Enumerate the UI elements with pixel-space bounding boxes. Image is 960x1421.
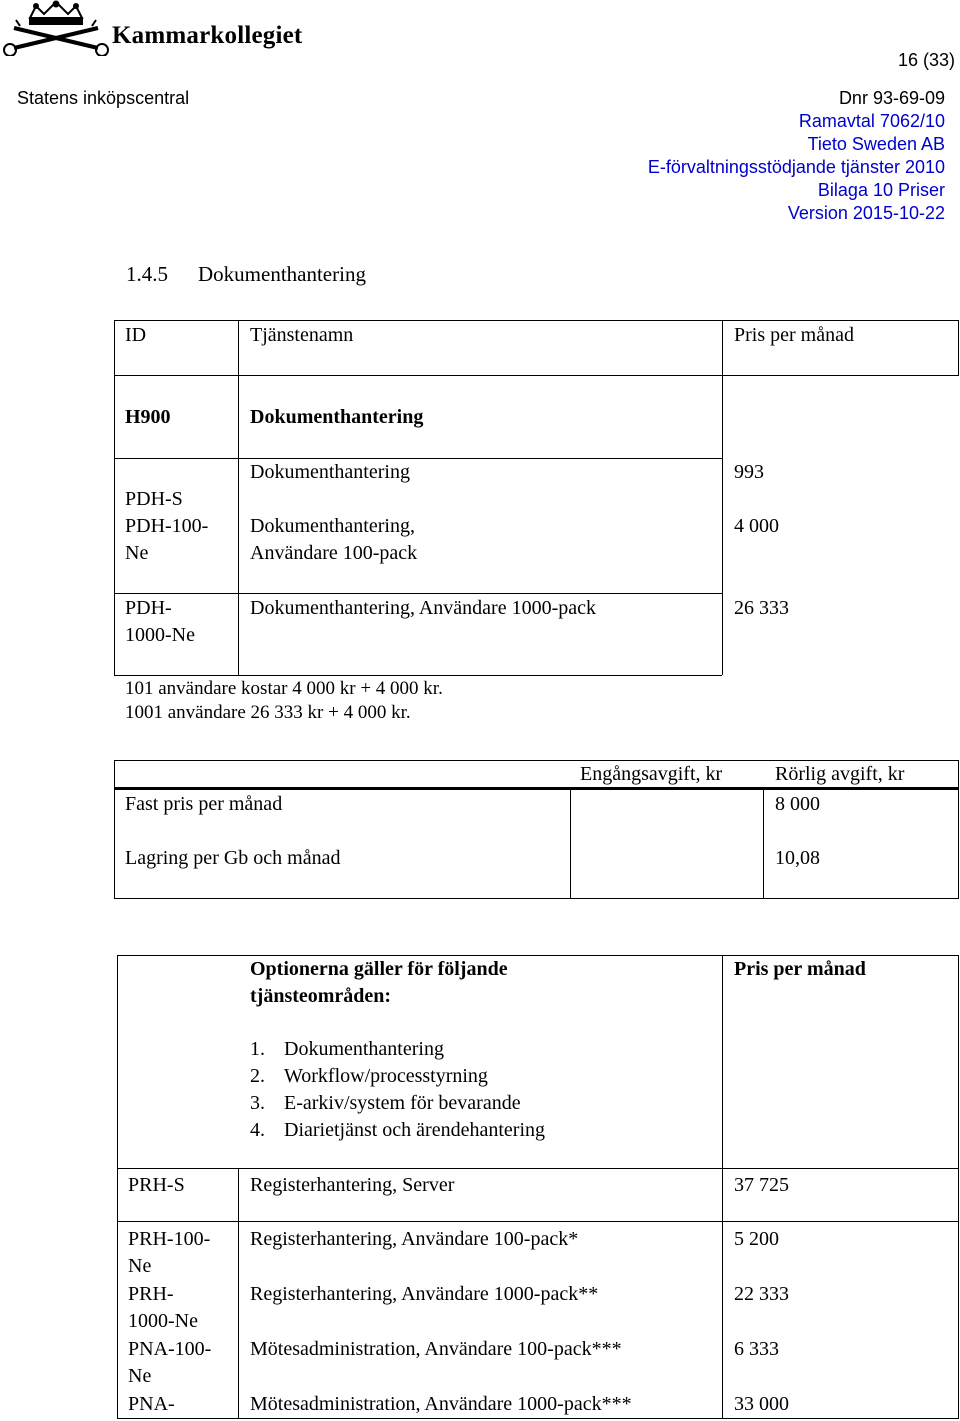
fee-row-variable: 10,08 xyxy=(775,847,820,869)
header-variable-fee: Rörlig avgift, kr xyxy=(775,763,905,785)
note-line: 1001 användare 26 333 kr + 4 000 kr. xyxy=(125,702,411,723)
list-item: 2. Workflow/processtyrning xyxy=(250,1065,488,1087)
table-row-name: Mötesadministration, Användare 100-pack*** xyxy=(250,1338,622,1360)
options-price-heading: Pris per månad xyxy=(734,958,866,980)
table-row-price: 5 200 xyxy=(734,1228,779,1250)
table-border xyxy=(570,790,571,898)
table-border xyxy=(958,760,959,898)
table-border xyxy=(117,1221,959,1222)
table-border xyxy=(958,955,959,1419)
table-border xyxy=(763,790,764,898)
table-border xyxy=(114,458,722,459)
table-border xyxy=(114,593,722,594)
table-row-price: 6 333 xyxy=(734,1338,779,1360)
table-row-name: Registerhantering, Användare 100-pack* xyxy=(250,1228,579,1250)
section-title: Dokumenthantering xyxy=(198,262,366,286)
table-border xyxy=(958,320,959,375)
list-item: 1. Dokumenthantering xyxy=(250,1038,444,1060)
table-row-id: PRH- 1000-Ne xyxy=(128,1283,198,1332)
table-row-name: Dokumenthantering, Användare 1000-pack xyxy=(250,597,597,619)
supplier-name: Tieto Sweden AB xyxy=(807,134,945,154)
list-item: 3. E-arkiv/system för bevarande xyxy=(250,1092,521,1114)
appendix-name: Bilaga 10 Priser xyxy=(817,180,945,200)
table-row-id: PDH- 1000-Ne xyxy=(125,597,195,646)
fee-row-variable: 8 000 xyxy=(775,793,820,815)
table-border xyxy=(117,955,118,1419)
section-heading xyxy=(126,262,366,287)
table-border xyxy=(114,675,722,676)
framework-agreement: Ramavtal 7062/10 xyxy=(798,111,945,131)
header-one-time-fee: Engångsavgift, kr xyxy=(580,763,723,785)
fee-row-label: Fast pris per månad xyxy=(125,793,283,815)
group-id: H900 xyxy=(125,406,171,428)
document-version: Version 2015-10-22 xyxy=(787,203,945,223)
table-row-price: 993 xyxy=(734,461,764,483)
agency-name: Statens inköpscentral xyxy=(17,88,190,108)
table-border xyxy=(722,955,723,1419)
table-row-price: 26 333 xyxy=(734,597,789,619)
group-name: Dokumenthantering xyxy=(250,406,424,428)
table-row-name: Dokumenthantering, Användare 100-pack xyxy=(250,515,418,564)
table-border xyxy=(114,320,959,321)
table-row-name: Registerhantering, Server xyxy=(250,1174,455,1196)
crown-keys-logo-icon xyxy=(0,0,112,56)
agreement-area: E-förvaltningsstödjande tjänster 2010 xyxy=(647,157,945,177)
table-row-id: PNA- xyxy=(128,1393,175,1415)
table-row-price: 33 000 xyxy=(734,1393,789,1415)
table-border xyxy=(117,1418,959,1419)
table-row-name: Registerhantering, Användare 1000-pack** xyxy=(250,1283,599,1305)
table-row-name: Mötesadministration, Användare 1000-pack*** xyxy=(250,1393,632,1415)
table-row-id: PDH-S PDH-100- Ne xyxy=(125,488,209,564)
table-row-id: PNA-100- Ne xyxy=(128,1338,212,1387)
header-price: Pris per månad xyxy=(734,324,854,346)
note-line: 101 användare kostar 4 000 kr + 4 000 kr. xyxy=(125,678,443,699)
table-border xyxy=(114,898,959,899)
header-id: ID xyxy=(125,324,147,346)
options-list xyxy=(250,1036,545,1144)
section-number: 1.4.5 xyxy=(126,262,168,286)
table-row-price: 22 333 xyxy=(734,1283,789,1305)
table-border xyxy=(238,320,239,675)
list-item: 4. Diarietjänst och ärendehantering xyxy=(250,1119,545,1141)
table-border xyxy=(117,1168,959,1169)
table-border xyxy=(238,1168,239,1419)
header-service-name: Tjänstenamn xyxy=(250,324,354,346)
fee-row-label: Lagring per Gb och månad xyxy=(125,847,341,869)
table-border xyxy=(114,760,115,898)
page-number: 16 (33) xyxy=(897,50,955,70)
table-border xyxy=(114,320,115,675)
options-heading: Optionerna gäller för följande tjänsteområden: xyxy=(250,958,508,1007)
table-border xyxy=(114,375,959,376)
table-row-price: 4 000 xyxy=(734,515,779,537)
table-row-price: 37 725 xyxy=(734,1174,789,1196)
table-row-id: PRH-S xyxy=(128,1174,185,1196)
table-row-id: PRH-100- Ne xyxy=(128,1228,211,1277)
diary-number: Dnr 93-69-09 xyxy=(838,88,945,108)
table-border xyxy=(722,320,723,675)
table-row-name: Dokumenthantering xyxy=(250,461,410,483)
organization-name: Kammarkollegiet xyxy=(112,22,303,49)
